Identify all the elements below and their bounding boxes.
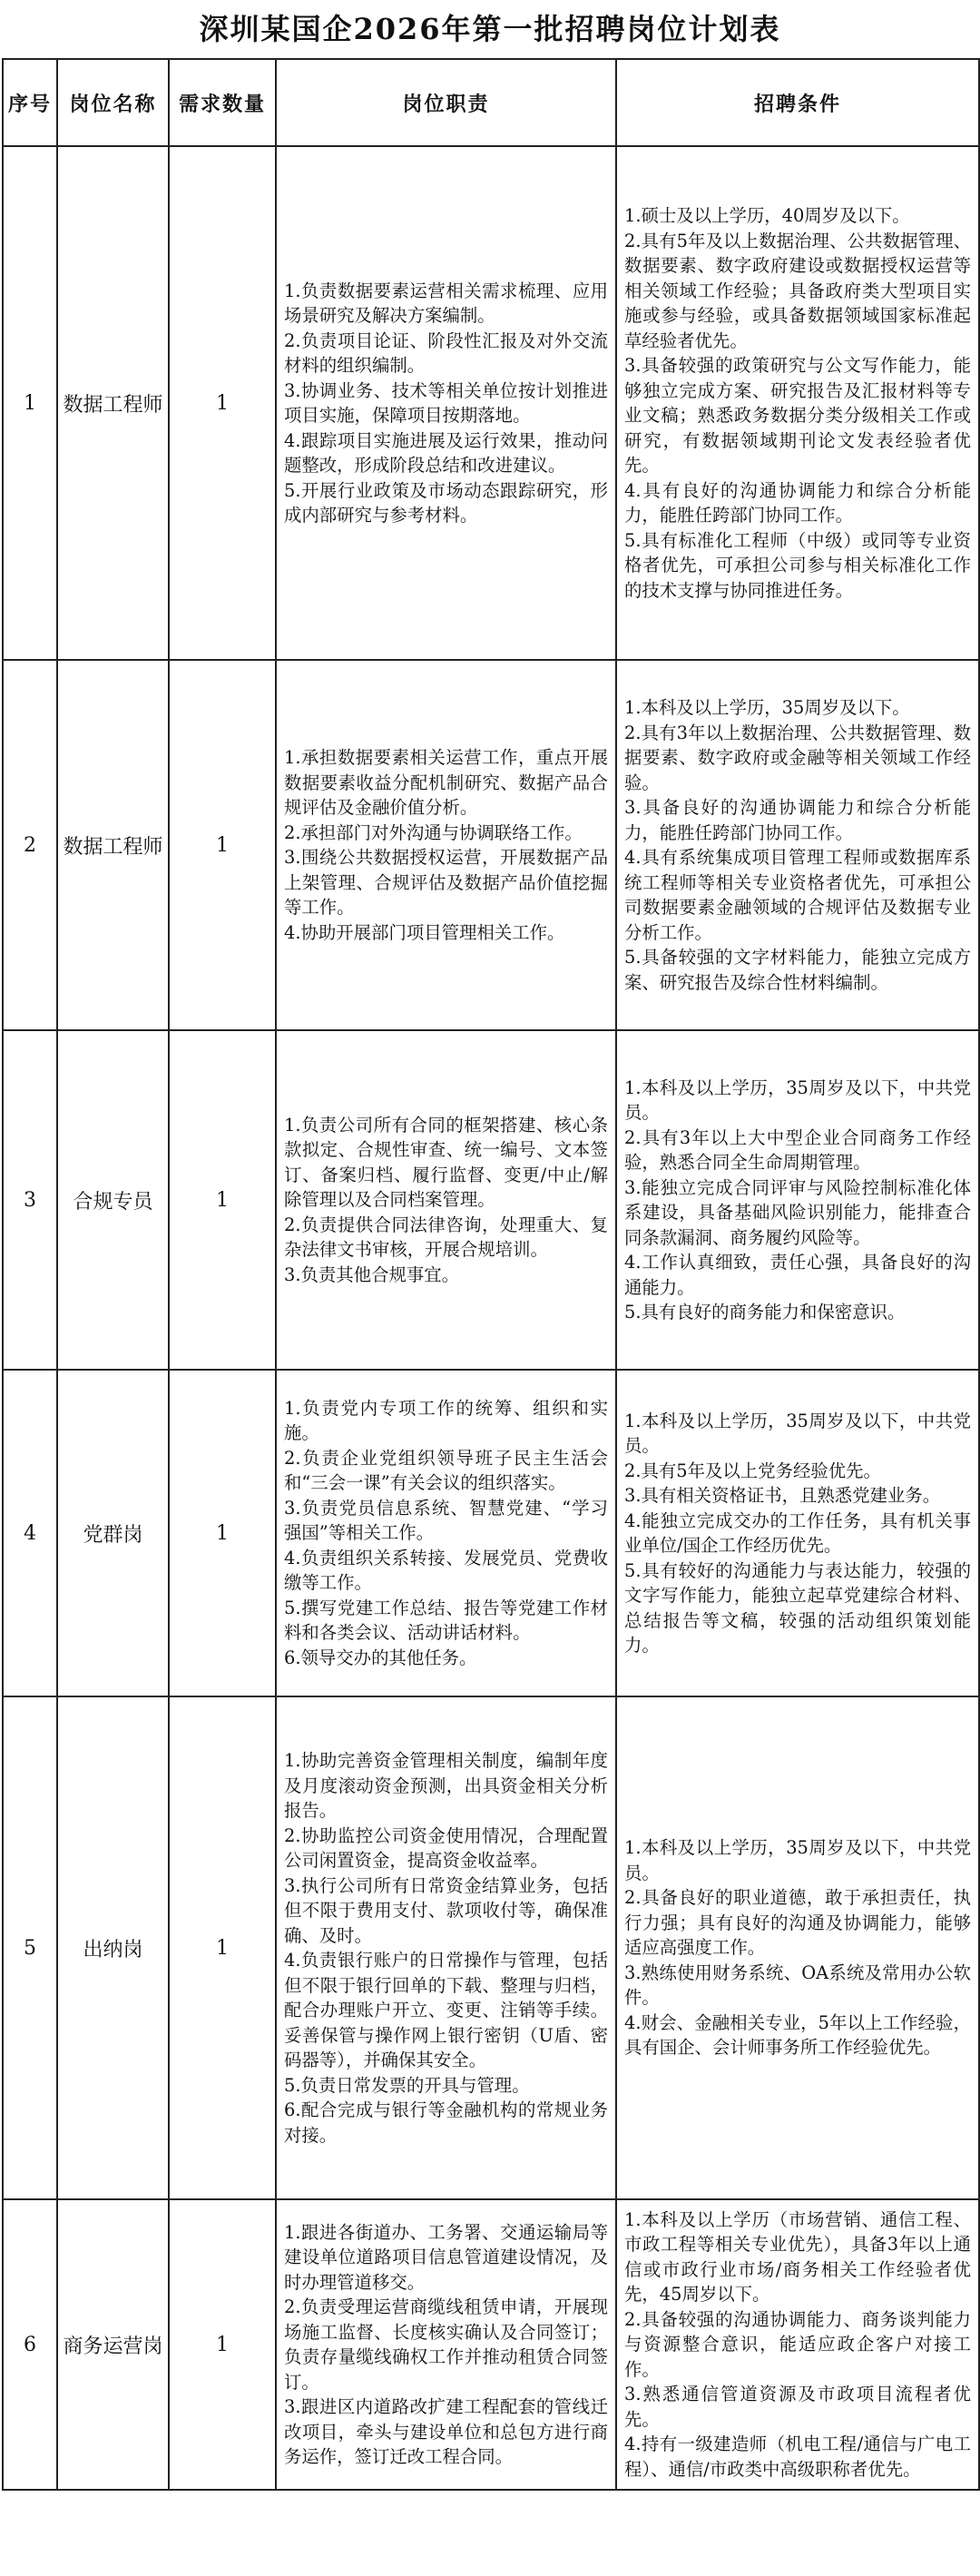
requirement-cell	[616, 1030, 979, 1370]
header-req: 招聘条件	[616, 59, 979, 146]
header-row	[3, 59, 979, 146]
headcount: 1	[169, 1696, 276, 2199]
requirement-cell	[616, 660, 979, 1030]
table-row	[3, 146, 979, 660]
duty-line: 2.负责企业党组织领导班子民主生活会和“三会一课”有关会议的组织落实。	[284, 1447, 608, 1494]
requirement-cell	[616, 2199, 979, 2490]
requirement-line: 5.具有标准化工程师（中级）或同等专业资格者优先，可承担公司参与相关标准化工作的技术支撑与协同推进任务。	[624, 529, 971, 601]
duty-line: 2.负责受理运营商缆线租赁申请，开展现场施工监督、长度核实确认及合同签订；负责存量缆线确权工作并推动租赁合同签订。	[284, 2296, 608, 2393]
header-name: 岗位名称	[57, 59, 169, 146]
position-name: 出纳岗	[57, 1696, 169, 2199]
duty-line: 2.协助监控公司资金使用情况，合理配置公司闲置资金，提高资金收益率。	[284, 1824, 608, 1871]
requirement-line: 4.持有一级建造师（机电工程/通信与广电工程）、通信/市政类中高级职称者优先。	[624, 2433, 971, 2480]
recruitment-table	[2, 58, 980, 2491]
requirement-line: 2.具有5年及以上数据治理、公共数据管理、数据要素、数字政府建设或数据授权运营等相关领域工作经验；具备政府类大型项目实施或参与经验，或具备数据领域国家标准起草经验者优先。	[624, 230, 971, 351]
duty-line: 1.负责党内专项工作的统筹、组织和实施。	[284, 1397, 608, 1444]
requirement-line: 4.工作认真细致，责任心强，具备良好的沟通能力。	[624, 1252, 971, 1298]
requirement-line: 1.本科及以上学历，35周岁及以下。	[624, 697, 910, 718]
duty-line: 6.领导交办的其他任务。	[284, 1647, 477, 1668]
requirement-line: 4.具有系统集成项目管理工程师或数据库系统工程师等相关专业资格者优先，可承担公司数据要素金融领域的合规评估及数据专业分析工作。	[624, 847, 971, 943]
requirement-line: 2.具有3年以上大中型企业合同商务工作经验，熟悉合同全生命周期管理。	[624, 1126, 971, 1173]
duty-line: 5.撰写党建工作总结、报告等党建工作材料和各类会议、活动讲话材料。	[284, 1597, 608, 1644]
duty-line: 4.协助开展部门项目管理相关工作。	[284, 921, 565, 943]
requirement-line: 3.熟练使用财务系统、OA系统及常用办公软件。	[624, 1961, 971, 2009]
header-no: 序号	[3, 59, 57, 146]
row-number: 4	[3, 1370, 57, 1696]
duty-line: 2.承担部门对外沟通与协调联络工作。	[284, 821, 583, 843]
row-number: 2	[3, 660, 57, 1030]
requirement-line: 2.具有5年及以上党务经验优先。	[624, 1460, 881, 1481]
requirement-line: 5.具有较好的沟通能力与表达能力，较强的文字写作能力，能独立起草党建综合材料、总结报告等文稿，较强的活动组织策划能力。	[624, 1559, 971, 1656]
duty-line: 4.跟踪项目实施进展及运行效果，推动问题整改，形成阶段总结和改进建议。	[284, 429, 608, 476]
duty-line: 1.承担数据要素相关运营工作，重点开展数据要素收益分配机制研究、数据产品合规评估及金融价值分析。	[284, 747, 608, 818]
position-name: 数据工程师	[57, 660, 169, 1030]
requirement-line: 3.具备良好的沟通协调能力和综合分析能力，能胜任跨部门协同工作。	[624, 797, 971, 843]
table-row	[3, 1370, 979, 1696]
headcount: 1	[169, 2199, 276, 2490]
requirement-line: 3.能独立完成合同评审与风险控制标准化体系建设，具备基础风险识别能力，能排查合同条款漏洞、商务履约风险等。	[624, 1176, 971, 1248]
table-row	[3, 2199, 979, 2490]
requirement-cell	[616, 1696, 979, 2199]
row-number: 3	[3, 1030, 57, 1370]
position-name: 商务运营岗	[57, 2199, 169, 2490]
duty-line: 3.执行公司所有日常资金结算业务，包括但不限于费用支付、款项收付等，确保准确、及时。	[284, 1874, 608, 1946]
requirement-line: 2.具备较强的沟通协调能力、商务谈判能力与资源整合意识，能适应政企客户对接工作。	[624, 2308, 971, 2380]
duty-line: 3.围绕公共数据授权运营，开展数据产品上架管理、合规评估及数据产品价值挖掘等工作。	[284, 847, 608, 918]
duty-line: 4.负责组织关系转接、发展党员、党费收缴等工作。	[284, 1547, 608, 1594]
page-title: 深圳某国企2026年第一批招聘岗位计划表	[199, 12, 781, 46]
requirement-line: 4.财会、金融相关专业，5年以上工作经验，具有国企、会计师事务所工作经验优先。	[624, 2011, 971, 2059]
duty-line: 3.协调业务、技术等相关单位按计划推进项目实施，保障项目按期落地。	[284, 379, 608, 426]
requirement-line: 4.能独立完成交办的工作任务，具有机关事业单位/国企工作经历优先。	[624, 1509, 971, 1556]
header-count: 需求数量	[169, 59, 276, 146]
headcount: 1	[169, 146, 276, 660]
position-name: 数据工程师	[57, 146, 169, 660]
requirement-line: 3.熟悉通信管道资源及市政项目流程者优先。	[624, 2384, 971, 2430]
position-name: 合规专员	[57, 1030, 169, 1370]
requirement-line: 1.硕士及以上学历，40周岁及以下。	[624, 205, 910, 226]
duty-line: 1.协助完善资金管理相关制度，编制年度及月度滚动资金预测，出具资金相关分析报告。	[284, 1750, 608, 1821]
duty-cell	[276, 2199, 616, 2490]
duty-cell	[276, 1030, 616, 1370]
row-number: 1	[3, 146, 57, 660]
duty-line: 1.跟进各街道办、工务署、交通运输局等建设单位道路项目信息管道建设情况，及时办理管道移交。	[284, 2221, 608, 2293]
header-duty: 岗位职责	[276, 59, 616, 146]
requirement-line: 2.具有3年以上数据治理、公共数据管理、数据要素、数字政府或金融等相关领域工作经验。	[624, 722, 971, 793]
duty-line: 3.跟进区内道路改扩建工程配套的管线迁改项目，牵头与建设单位和总包方进行商务运作，签订迁改工程合同。	[284, 2396, 608, 2467]
headcount: 1	[169, 660, 276, 1030]
duty-line: 3.负责党员信息系统、智慧党建、“学习强国”等相关工作。	[284, 1497, 608, 1544]
duty-cell	[276, 1370, 616, 1696]
duty-line: 3.负责其他合规事宜。	[284, 1263, 460, 1285]
duty-line: 6.配合完成与银行等金融机构的常规业务对接。	[284, 2099, 608, 2146]
requirement-cell	[616, 146, 979, 660]
duty-line: 1.负责数据要素运营相关需求梳理、应用场景研究及解决方案编制。	[284, 280, 608, 326]
headcount: 1	[169, 1030, 276, 1370]
table-row	[3, 1030, 979, 1370]
duty-line: 2.负责提供合同法律咨询，处理重大、复杂法律文书审核，开展合规培训。	[284, 1214, 608, 1261]
table-row	[3, 1696, 979, 2199]
row-number: 6	[3, 2199, 57, 2490]
position-name: 党群岗	[57, 1370, 169, 1696]
duty-cell	[276, 660, 616, 1030]
headcount: 1	[169, 1370, 276, 1696]
duty-line: 5.负责日常发票的开具与管理。	[284, 2074, 530, 2096]
requirement-line: 4.具有良好的沟通协调能力和综合分析能力，能胜任跨部门协同工作。	[624, 479, 971, 526]
requirement-line: 1.本科及以上学历，35周岁及以下，中共党员。	[624, 1410, 971, 1456]
duty-cell	[276, 1696, 616, 2199]
duty-line: 5.开展行业政策及市场动态跟踪研究，形成内部研究与参考材料。	[284, 479, 608, 526]
requirement-cell	[616, 1370, 979, 1696]
row-number: 5	[3, 1696, 57, 2199]
requirement-line: 1.本科及以上学历，35周岁及以下，中共党员。	[624, 1837, 971, 1883]
requirement-line: 3.具备较强的政策研究与公文写作能力，能够独立完成方案、研究报告及汇报材料等专业文稿；熟悉政务数据分类分级相关工作或研究，有数据领域期刊论文发表经验者优先。	[624, 355, 971, 476]
requirement-line: 5.具备较强的文字材料能力，能独立完成方案、研究报告及综合性材料编制。	[624, 947, 971, 993]
requirement-line: 3.具有相关资格证书，且熟悉党建业务。	[624, 1485, 941, 1506]
duty-cell	[276, 146, 616, 660]
requirement-line: 1.本科及以上学历（市场营销、通信工程、市政工程等相关专业优先），具备3年以上通信或市政行业市场/商务相关工作经验者优先，45周岁以下。	[624, 2208, 971, 2306]
table-row	[3, 660, 979, 1030]
requirement-line: 2.具备良好的职业道德，敢于承担责任，执行力强；具有良好的沟通及协调能力，能够适应高强度工作。	[624, 1887, 971, 1959]
requirement-line: 5.具有良好的商务能力和保密意识。	[624, 1302, 906, 1322]
duty-line: 1.负责公司所有合同的框架搭建、核心条款拟定、合规性审查、统一编号、文本签订、备案归档、履行监督、变更/中止/解除管理以及合同档案管理。	[284, 1114, 608, 1211]
requirement-line: 1.本科及以上学历，35周岁及以下，中共党员。	[624, 1077, 971, 1123]
duty-line: 4.负责银行账户的日常操作与管理，包括但不限于银行回单的下载、整理与归档，配合办理账户开立、变更、注销等手续。妥善保管与操作网上银行密钥（U盾、密码器等），并确保其安全。	[284, 1950, 608, 2070]
duty-line: 2.负责项目论证、阶段性汇报及对外交流材料的组织编制。	[284, 329, 608, 376]
